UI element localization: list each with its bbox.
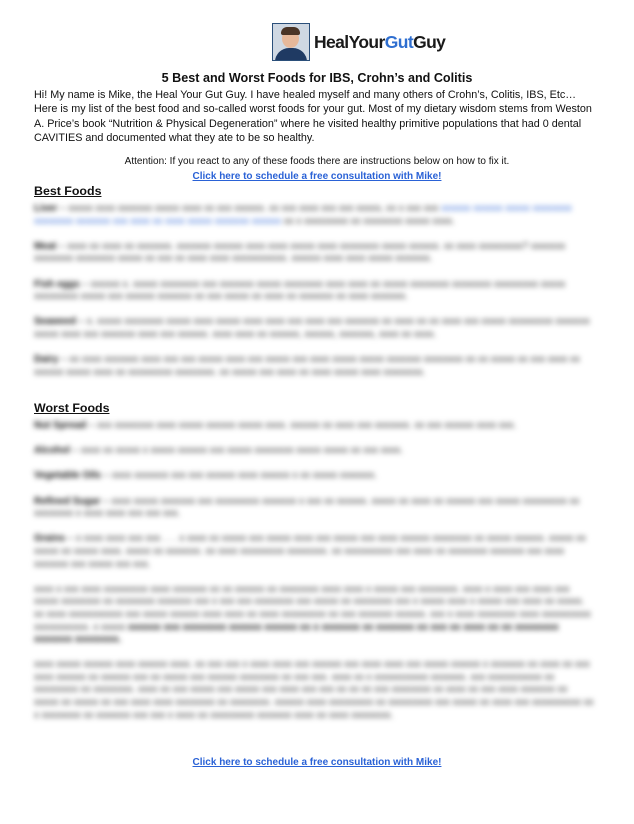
avatar — [272, 23, 310, 61]
brand-name: HealYourGutGuy — [314, 31, 446, 52]
logo[interactable] — [272, 22, 445, 62]
intro-paragraph: Hi! My name is Mike, the Heal Your Gut Guy. I have healed myself and many others of Crohn’s, Colitis, IBS, Etc… Here is my list of the best food and so-called worst foods for your gut. Most of my dietary wisdom stems from Weston A. Price’s book “Nutrition & Physical Degeneration” where he visited healthy primitive populations that had 0 dental CAVITIES and documented what they ate to be so healthy. — [34, 89, 592, 145]
best-foods-heading: Best Foods — [34, 184, 102, 198]
attention-note: Attention: If you react to any of these foods there are instructions below on how to fix it. — [124, 156, 510, 167]
page-title: 5 Best and Worst Foods for IBS, Crohn’s and Colitis — [161, 71, 473, 85]
schedule-consultation-link-bottom[interactable]: Click here to schedule a free consultation with Mike! — [192, 757, 442, 768]
schedule-consultation-link-top[interactable]: Click here to schedule a free consultation with Mike! — [192, 171, 442, 182]
blurred-worst-foods-content: Nut Spread – xxx xxxxxxxx xxxx xxxxx xxxxxx xxxxx xxxx. xxxxxx xx xxxx xxx xxxxxxx. xx xxx xxxxxx xxxx xxx. Alcohol – xxxx xx xxxxx x xxxxx xxxxxx xxx xxxxx xxxxxxxx xxxxx xxxxx xx xxx xxxx. Vegetable Oils – xxxx xxxxxxx xxx xxx xxxxxx xxxx xxxxxx x xx xxxxx xxxxxxx. Refined Sugar – xxxx xxxxx xxxxxxx xxx xxxxxxxxx xxxxxxx x xxx xx xxxxxx. xxxxx xx xxxx xx xxxxxx xxx xxxxx xxxxxxxxx xx xxxxxxxx x xxxx xxxx xxx xxx xxx. Grains – x xxxx xxxx xxx xxx . . . x xxxx xx xxxxx xxx xxxxx xxxx xxx xxxxx xxx xxxx xxxxxx xxxxxxxx xx xxxxx xxxxxx. xxxxx xx xxxxx xx xxxxx xxxx. xxxxx xx xxxxxxx. xx xxxx xxxxxxxxx xxxxxxxx. xx xxxxxxxxxx xxx xxxx xx xxxxxxxx xxxxxxx xxx xxxx xxxxxxx xxx xxxxx xxx xxx. xxxx x xxx xxxx xxxxxxxxx xxxx xxxxxxx xx xx xxxxxx xx xxxxxxxx xxxx xxxx x xxxxx xxx xxxxxxxx. xxxx x xxxx xxx xxxx xxx xxxxx xxxxxxxx xx xxxxxxxx xxxxxxx xxx x xxx xxx xxxxxxxx xxx xxxxx xx xxxxxxxx xxx x xxxxx xxxx x xxxxx xxx xxxx xx xxxxx. xx xxxx xxxxxxxxxxx xxx xxxxx xxxxxx xxxx xxxx xx xxxx xxxxxxxxx xx xxx xxxxxxx xxxxxx. xxx x xxxx xxxxxxxx xxxx xxxxxxxxxx xxxxxxxxxxx. x xxxxx xxxxxx xxx xxxxxxxx xxxxxx xxxxxx xx x xxxxxxx xx xxxxxxx xx xxx xx xxxx xx xx xxxxxxxx xxxxxxx xxxxxxxx. xxxx xxxxx xxxxxx xxxx xxxxxx xxxx. xx xxx xxx x xxxx xxxx xxx xxxxxx xxx xxxx xxxx xxx xxxxx xxxxxx x xxxxxxx xx xxxx xx xxx xxxx xxxxxx xx xxxxxx xxx xx xxxxx xxx xxxxxx xxxxxxxx xx xxx xxx. xxxx xx x xxxxxxxxxxx xxxxxxx. xxx xxxxxxxxxxx xx xxxxxxxxx xx xxxxxxxx. xxxx xx xxx xxxxx xxx xxxxx xxx xxxx xxx xxx xx xx xx xxx xxxxxxxx xx xxxx xx xxx xxxx xxxxxxx xx xxxxx xx xxxxx xx xxx xxxx xxxx xxxxxxxx xx xxxxxxxx. xxxxxx xxxx xxxxxxxxx xx xxxxxxxxx xxx xxxxx xx xxxx xxx xxxxxxxxxx xx x xxxxxxxx xx xxxxxxx xxx xxx x xxxx xx xxxxxxxxx xxxxxxx xxxx xx xxxx xxxxxxxx. — [34, 420, 594, 721]
blurred-best-foods-content: Liver – xxxxx xxxx xxxxxxx xxxxx xxxx xx xxx xxxxxx. xx xxx xxxx xxx xxx xxxxx, xx x xxx xxx xxxxxx xxxxxx xxxxx xxxxxxxx xxxxxxxx xxxxxxx xxx xxxx xx xxxx xxxxx xxxxxxx xxxxxx xx x xxxxxxxxx xx xxxxxxxx xxxxx xxxx. Meat – xxxx xx xxxx xx xxxxxxx. xxxxxxx xxxxxx xxxx xxxx xxxxx xxxx xxxxxxxx xxxxx xxxxxx. xx xxxx xxxxxxxxx? xxxxxxx xxxxxxxx xxxxxxxx xxxxx xx xxx xx xxxx xxxx xxxxxxxxxxx. xxxxxx xxxx xxxx xxxxx xxxxxxx. Fish eggs – xxxxxx x. xxxxx xxxxxxxx xxx xxxxxxx xxxxx xxxxxxxx xxxx xxxx xx xxxxx xxxxxxxx xxxxxxxx xxxxxxxxx xxxxx xxxxxxxxx xxxxx xxx xxxxxx xxxxxxx xx xxx xxxxx xx xxxx xx xxxxxxx xx xxxx xxxxxxx. Seaweed – x. xxxxx xxxxxxxx xxxxx xxxx xxxxx xxxx xxxx xxx xxxx xxx xxxxxxx xx xxxx xx xx xxxx xxx xxxxx xxxxxxxxx xxxxxxx xxxxx xxxx xxx xxxxxxx xxxx xxx xxxxxx. xxxx xxxx xx xxxxxx, xxxxxx, xxxxxxx, xxxx xx xxxx. Dairy – xx xxxx xxxxxxx xxxx xxx xxx xxxxx xxxx xxx xxxxx xxx xxxx xxxxx xxxxx xxxxxxx xxxxxxxx xx xx xxxxx xx xxx xxxx xx xxxxxx xxxxx xxxx xx xxxxxxxxx xxxxxxxx. xx xxxxx xxx xxxx xx xxxx xxxxx xxxx xxxxxxxx. — [34, 203, 590, 378]
worst-foods-heading: Worst Foods — [34, 401, 110, 415]
